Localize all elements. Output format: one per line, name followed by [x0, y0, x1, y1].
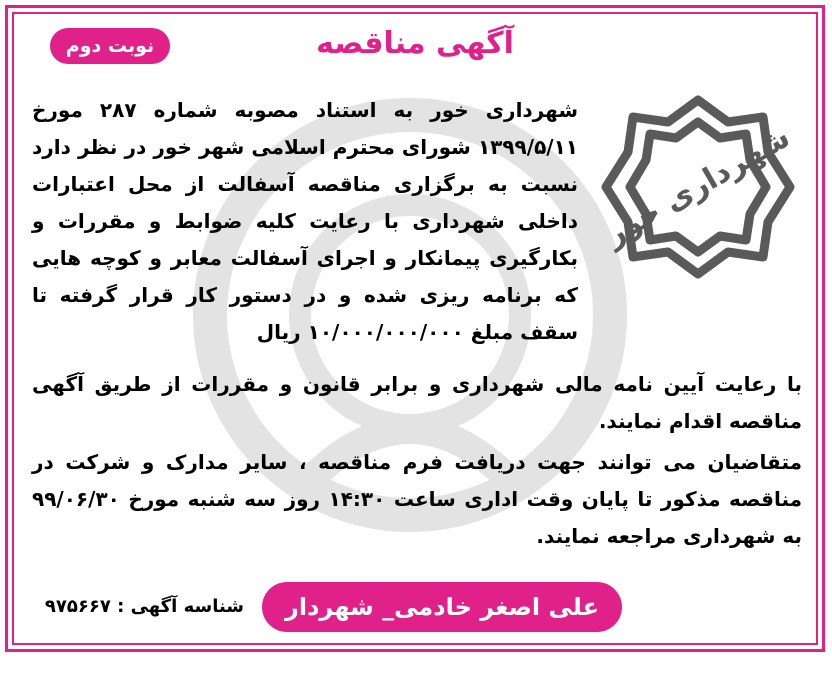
logo-text: شهرداری خور — [599, 119, 796, 254]
ad-id — [24, 592, 244, 622]
page-title: آگهی مناقصه — [316, 26, 514, 61]
municipality-logo-icon — [598, 92, 798, 282]
mayor-signature-badge: علی اصغر خادمی_ شهردار خور — [262, 582, 622, 632]
ad-id-value: ۹۷۵۶۶۷ — [44, 596, 111, 617]
ad-id-label: شناسه آگهی : — [117, 596, 244, 617]
tender-paragraph-1-continued: با رعایت آیین نامه مالی شهرداری و برابر قانون و مقررات از طریق آگهی مناقصه اقدام نمایند. — [32, 372, 802, 433]
tender-paragraph-1: شهرداری خور به استناد مصوبه شماره ۲۸۷ مورخ ۱۳۹۹/۵/۱۱ شورای محترم اسلامی شهر خور در نظر دارد نسبت به برگزاری مناقصه آسفالت از محل اعتبارات داخلی شهرداری با رعایت کلیه ضوابط و مقررات و بکارگیری پیمانکار و اجرای آسفالت معابر و کوچه هایی که برنامه ریزی شده و در دستور کار قرار گرفته تا سقف مبلغ ۱۰/۰۰۰/۰۰۰/۰۰۰ ریال — [32, 98, 578, 344]
tender-paragraph-2: متقاضیان می توانند جهت دریافت فرم مناقصه ، سایر مدارک و شرکت در مناقصه مذکور تا پایان وقت اداری ساعت ۱۴:۳۰ روز سه شنبه مورخ ۹۹/۰۶/۳۰ به شهرداری مراجعه نمایند. — [32, 450, 802, 548]
round-badge: نوبت دوم — [50, 28, 170, 64]
